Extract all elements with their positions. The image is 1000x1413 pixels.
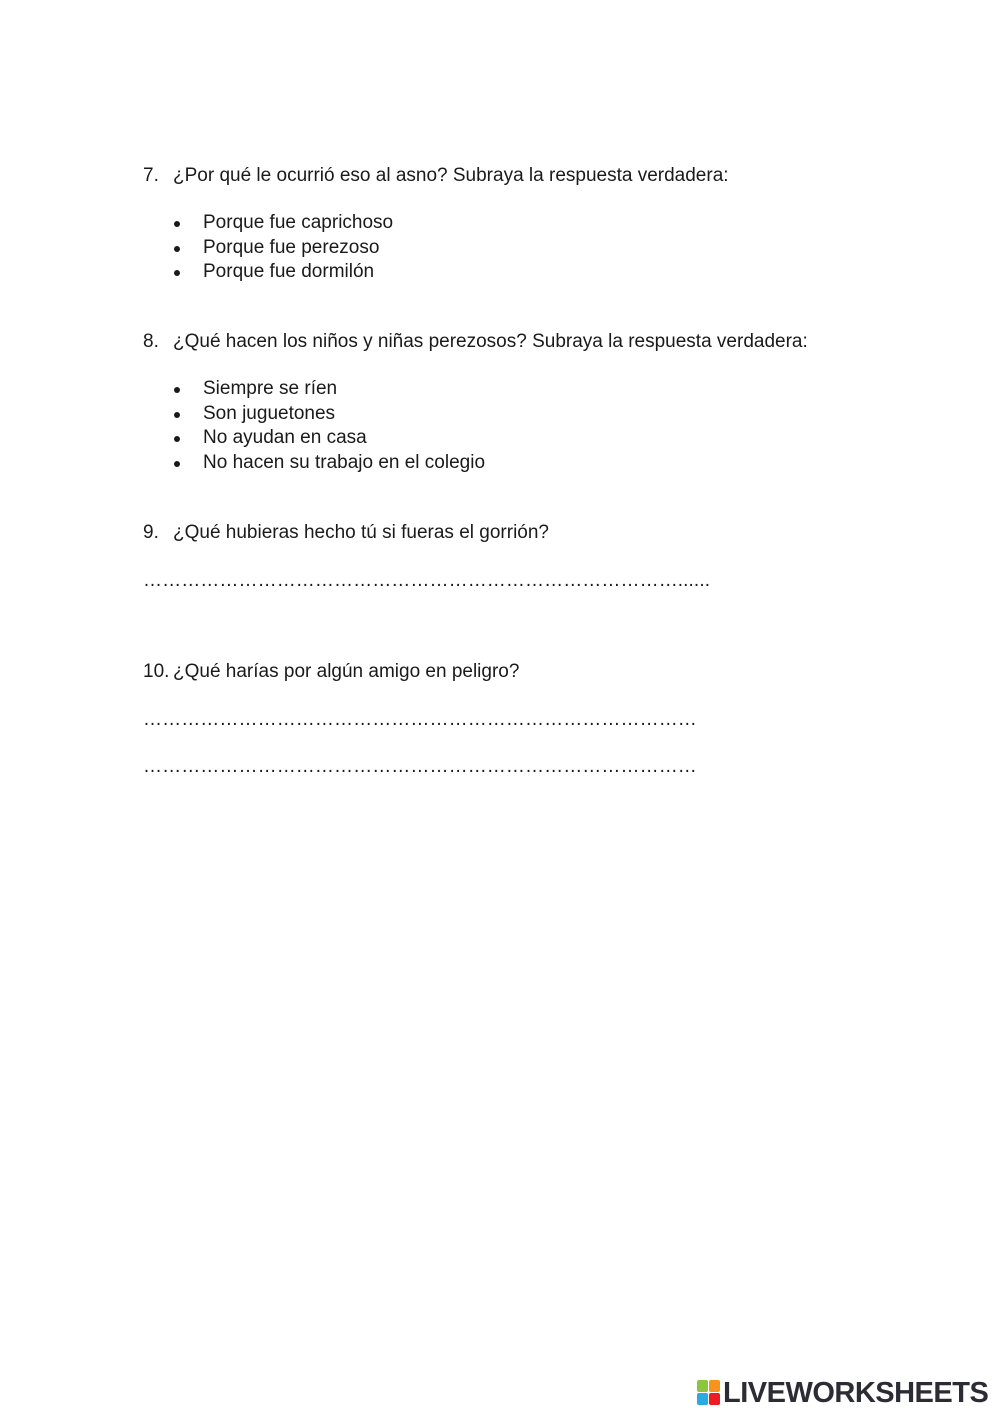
- question-7: [143, 164, 729, 188]
- option-item[interactable]: [172, 402, 485, 427]
- answer-line[interactable]: …………………………………………………………………………......: [143, 570, 711, 591]
- question-8: [143, 330, 808, 354]
- option-item[interactable]: [172, 236, 393, 261]
- question-10: [143, 660, 519, 684]
- bullet-icon: [174, 270, 180, 276]
- question-text: ¿Qué harías por algún amigo en peligro?: [173, 661, 520, 682]
- bullet-icon: [174, 221, 180, 227]
- bullet-icon: [174, 436, 180, 442]
- option-item[interactable]: [172, 377, 485, 402]
- option-item[interactable]: [172, 260, 393, 285]
- question-number: 8.: [143, 331, 159, 352]
- answer-line[interactable]: ……………………………………………………………………………: [143, 756, 697, 777]
- question-8-options: [172, 377, 485, 475]
- option-text: Porque fue perezoso: [203, 236, 380, 258]
- question-7-options: [172, 211, 393, 285]
- liveworksheets-logo: [697, 1378, 988, 1408]
- option-item[interactable]: [172, 211, 393, 236]
- bullet-icon: [174, 412, 180, 418]
- option-text: No hacen su trabajo en el colegio: [203, 451, 486, 473]
- option-item[interactable]: [172, 451, 485, 476]
- option-text: Son juguetones: [203, 402, 336, 424]
- question-text: ¿Por qué le ocurrió eso al asno? Subraya la respuesta verdadera:: [173, 165, 729, 186]
- option-text: Porque fue caprichoso: [203, 212, 394, 233]
- bullet-icon: [174, 246, 180, 252]
- question-text: ¿Qué hubieras hecho tú si fueras el gorrión?: [173, 522, 549, 543]
- question-9: [143, 521, 549, 545]
- bullet-icon: [174, 387, 180, 393]
- bullet-icon: [174, 461, 180, 467]
- logo-grid-icon: [697, 1380, 721, 1406]
- question-number: 7.: [143, 165, 159, 186]
- answer-line[interactable]: ……………………………………………………………………………: [143, 709, 697, 730]
- option-text: Siempre se ríen: [203, 378, 338, 399]
- question-number: 10.: [143, 661, 170, 682]
- brand-name: LIVEWORKSHEETS: [723, 1377, 989, 1409]
- option-text: Porque fue dormilón: [203, 261, 375, 282]
- question-text: ¿Qué hacen los niños y niñas perezosos? Subraya la respuesta verdadera:: [173, 331, 808, 352]
- question-number: 9.: [143, 522, 159, 543]
- option-text: No ayudan en casa: [203, 427, 367, 448]
- option-item[interactable]: [172, 426, 485, 451]
